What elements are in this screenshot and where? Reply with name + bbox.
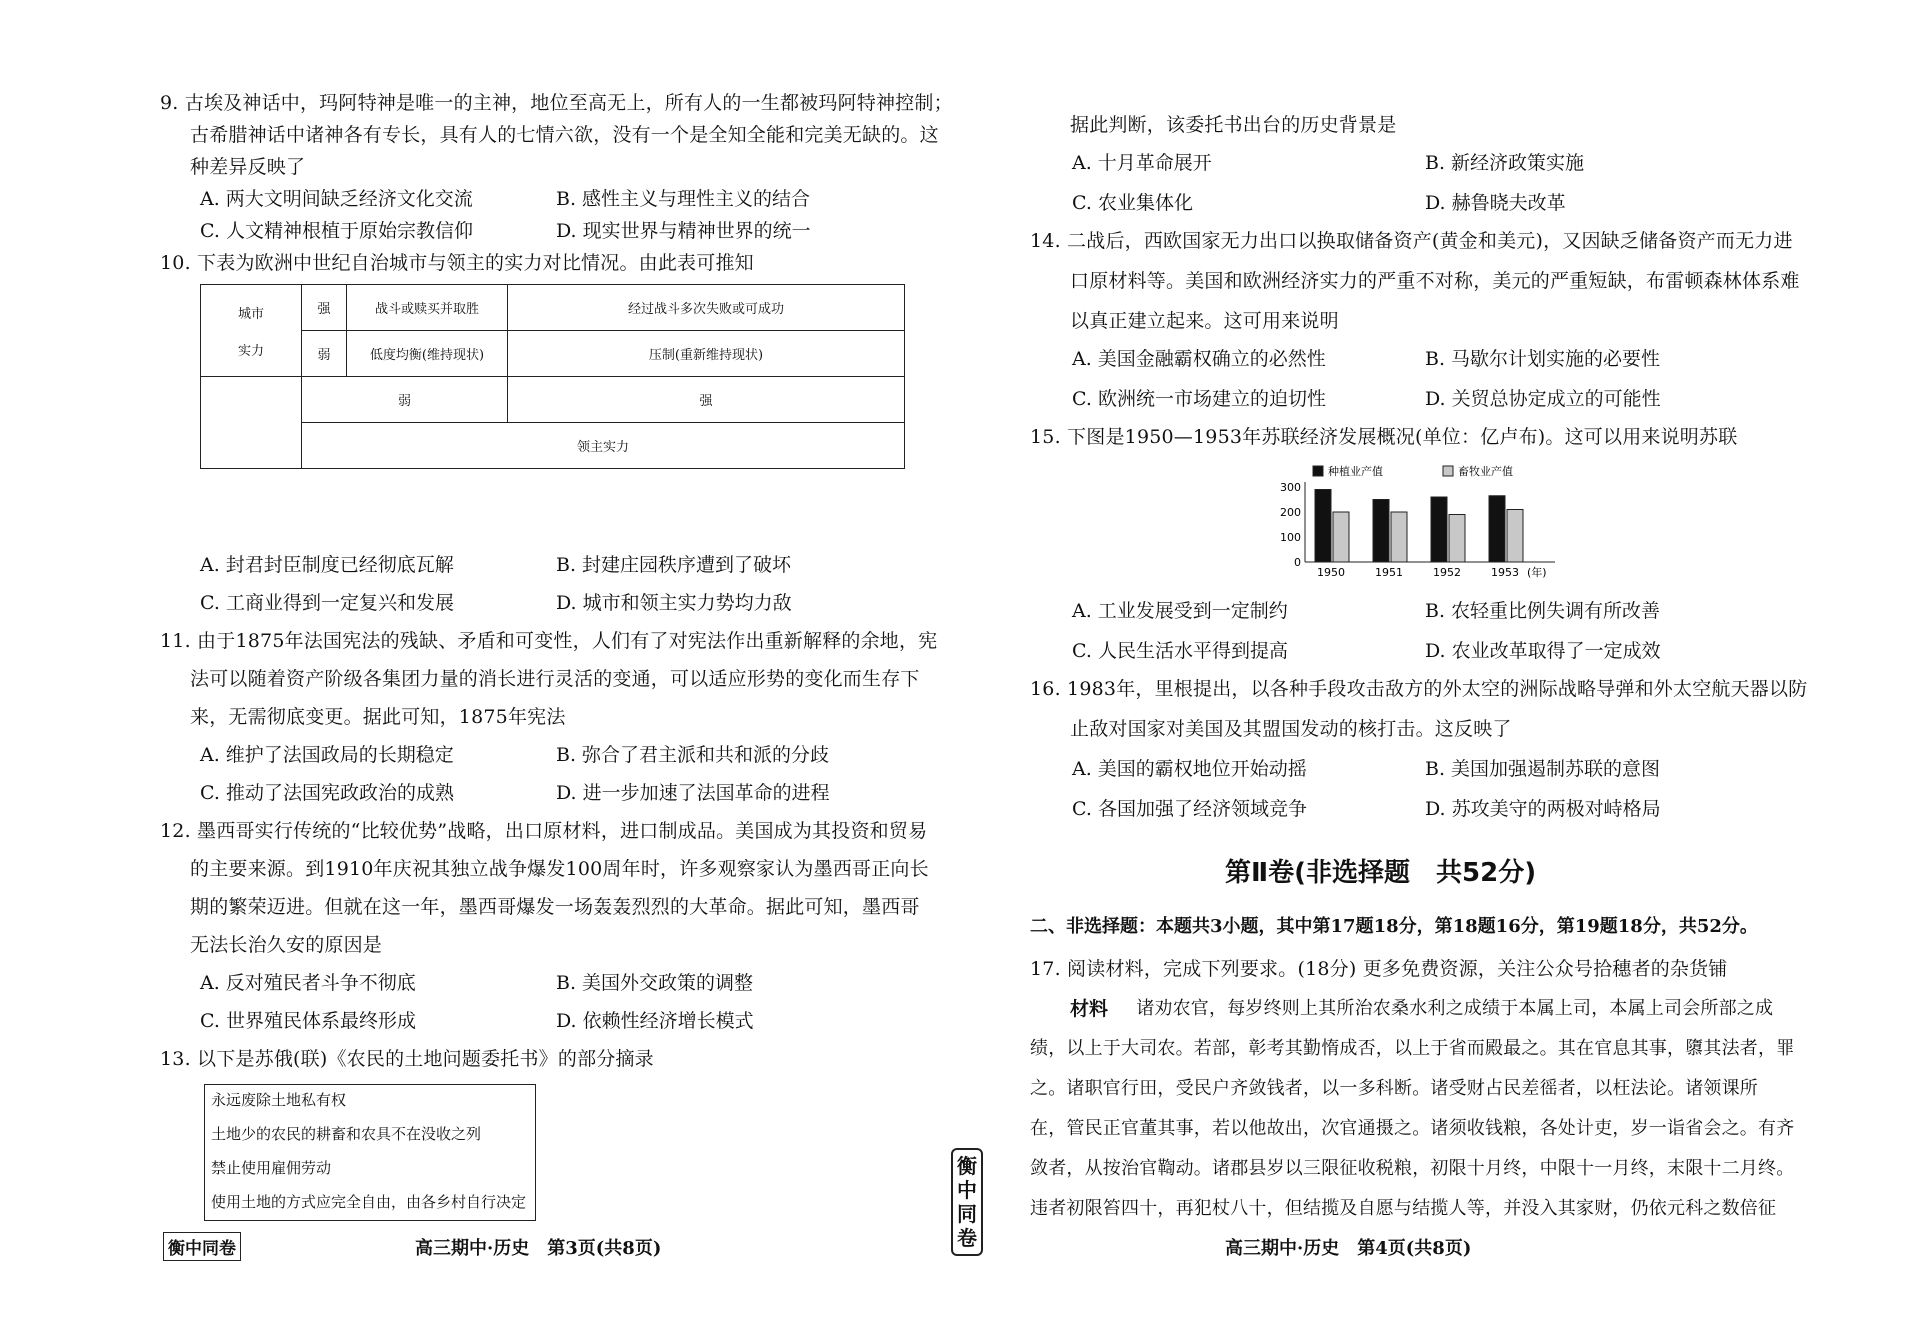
q13-excerpt-3: 禁止使用雇佣劳动 [211, 1159, 332, 1177]
q13-option-a[interactable]: A. 十月革命展开 [1072, 152, 1212, 174]
bar [1391, 512, 1407, 562]
q10-stem: 10. 下表为欧洲中世纪自治城市与领主的实力对比情况。由此表可推知 [160, 252, 754, 274]
x-tick-label: 1952 [1433, 566, 1461, 579]
q15-option-b[interactable]: B. 农轻重比例失调有所改善 [1425, 600, 1661, 622]
bar [1449, 515, 1465, 563]
q13-excerpt-2: 土地少的农民的耕畜和农具不在没收之列 [211, 1125, 482, 1143]
bar [1315, 490, 1331, 563]
vertical-stamp-char: 卷 [957, 1226, 977, 1250]
vertical-stamp-char: 同 [957, 1202, 977, 1226]
x-axis-suffix: (年) [1527, 566, 1547, 579]
q11-line-2: 法可以随着资产阶级各集团力量的消长进行灵活的变通，可以适应形势的变化而生存下 [190, 668, 920, 690]
q17-material-line-6: 违者初限笞四十，再犯杖八十，但结揽及自愿与结揽人等，并没入其家财，仍依元科之数倍征 [1030, 1198, 1777, 1219]
q14-line-3: 以真正建立起来。这可用来说明 [1070, 310, 1339, 332]
q13-stem: 13. 以下是苏俄(联)《农民的土地问题委托书》的部分摘录 [160, 1048, 654, 1070]
q11-line-1: 11. 由于1875年法国宪法的残缺、矛盾和可变性，人们有了对宪法作出重新解释的余地，宪 [160, 630, 938, 652]
bar [1373, 500, 1389, 563]
q10-weak: 弱 [302, 331, 347, 377]
q17-material-line-4: 在，管民正官董其事，若以他故出，次官通摄之。诸须收钱粮，各处计吏，岁一诣省会之。有齐 [1030, 1118, 1795, 1139]
q17-material-line-1: 诸劝农官，每岁终则上其所治农桑水利之成绩于本属上司，本属上司会所部之成 [1118, 998, 1774, 1019]
q10-lord: 领主实力 [302, 423, 905, 469]
q10-option-c[interactable]: C. 工商业得到一定复兴和发展 [200, 592, 454, 614]
vertical-stamp-char: 中 [957, 1178, 977, 1202]
q10-table [200, 284, 905, 469]
q16-option-a[interactable]: A. 美国的霸权地位开始动摇 [1072, 758, 1307, 780]
y-tick-label: 300 [1280, 481, 1301, 494]
q9-option-c[interactable]: C. 人文精神根植于原始宗教信仰 [200, 220, 473, 242]
q11-line-3: 来，无需彻底变更。据此可知，1875年宪法 [190, 706, 566, 728]
q11-option-a[interactable]: A. 维护了法国政局的长期稳定 [200, 744, 454, 766]
q16-option-d[interactable]: D. 苏攻美守的两极对峙格局 [1425, 798, 1661, 820]
bar [1489, 496, 1505, 562]
section-title: 第Ⅱ卷(非选择题 共52分) [1225, 858, 1537, 888]
q14-option-b[interactable]: B. 马歇尔计划实施的必要性 [1425, 348, 1661, 370]
q14-option-a[interactable]: A. 美国金融霸权确立的必然性 [1072, 348, 1326, 370]
stamp-logo: 衡中同卷 [163, 1232, 241, 1261]
q10-option-b[interactable]: B. 封建庄园秩序遭到了破坏 [556, 554, 792, 576]
q10-strong: 强 [302, 285, 347, 331]
q10-r1c1: 战斗或赎买并取胜 [347, 285, 508, 331]
q11-option-c[interactable]: C. 推动了法国宪政政治的成熟 [200, 782, 454, 804]
q9-option-d[interactable]: D. 现实世界与精神世界的统一 [556, 220, 811, 242]
q15-option-c[interactable]: C. 人民生活水平得到提高 [1072, 640, 1288, 662]
q9-line-1: 9. 古埃及神话中，玛阿特神是唯一的主神，地位至高无上，所有人的一生都被玛阿特神控制； [160, 92, 953, 114]
q17-stem: 17. 阅读材料，完成下列要求。(18分) 更多免费资源，关注公众号拾穗者的杂货铺 [1030, 958, 1728, 980]
q17-material-label: 材料 [1070, 998, 1109, 1020]
y-tick-label: 0 [1294, 556, 1301, 569]
q10-option-a[interactable]: A. 封君封臣制度已经彻底瓦解 [200, 554, 454, 576]
q16-line-2: 止敌对国家对美国及其盟国发动的核打击。这反映了 [1070, 718, 1512, 740]
q9-line-2: 古希腊神话中诸神各有专长，具有人的七情六欲，没有一个是全知全能和完美无缺的。这 [190, 124, 939, 146]
q9-line-3: 种差异反映了 [190, 156, 306, 178]
q10-r1c2: 经过战斗多次失败或可成功 [508, 285, 905, 331]
q13-option-d[interactable]: D. 赫鲁晓夫改革 [1425, 192, 1566, 214]
q13-excerpt-4: 使用土地的方式应完全自由，由各乡村自行决定 [211, 1193, 527, 1211]
legend-swatch [1443, 466, 1453, 476]
q12-line-2: 的主要来源。到1910年庆祝其独立战争爆发100周年时，许多观察家认为墨西哥正向长 [190, 858, 929, 880]
bar [1431, 497, 1447, 562]
q11-option-b[interactable]: B. 弥合了君主派和共和派的分歧 [556, 744, 830, 766]
q17-material-line-5: 敛者，从按治官鞫动。诸郡县岁以三限征收税粮，初限十月终，中限十一月终，末限十二月终。 [1030, 1158, 1795, 1179]
q12-line-1: 12. 墨西哥实行传统的“比较优势”战略，出口原材料，进口制成品。美国成为其投资和贸易 [160, 820, 928, 842]
vertical-stamp-char: 衡 [957, 1154, 977, 1178]
q13-option-c[interactable]: C. 农业集体化 [1072, 192, 1193, 214]
q10-lord-weak: 弱 [302, 377, 508, 423]
y-tick-label: 200 [1280, 506, 1301, 519]
legend-label: 种植业产值 [1328, 465, 1383, 478]
q10-r2c2: 压制(重新维持现状) [508, 331, 905, 377]
left-page-footer: 高三期中·历史 第3页(共8页) [415, 1238, 662, 1259]
q13-cont-stem: 据此判断，该委托书出台的历史背景是 [1070, 114, 1397, 136]
legend-label: 畜牧业产值 [1458, 465, 1513, 478]
q15-bar-chart [1265, 462, 1585, 582]
q13-option-b[interactable]: B. 新经济政策实施 [1425, 152, 1585, 174]
legend-swatch [1313, 466, 1323, 476]
q14-option-d[interactable]: D. 关贸总协定成立的可能性 [1425, 388, 1661, 410]
section-intro: 二、非选择题：本题共3小题，其中第17题18分，第18题16分，第19题18分，共52分。 [1030, 916, 1758, 937]
q16-option-b[interactable]: B. 美国加强遏制苏联的意图 [1425, 758, 1661, 780]
q10-lord-strong: 强 [508, 377, 905, 423]
y-tick-label: 100 [1280, 531, 1301, 544]
q12-option-b[interactable]: B. 美国外交政策的调整 [556, 972, 754, 994]
q13-excerpt-1: 永远废除土地私有权 [211, 1091, 347, 1109]
q15-option-a[interactable]: A. 工业发展受到一定制约 [1072, 600, 1288, 622]
q15-option-d[interactable]: D. 农业改革取得了一定成效 [1425, 640, 1661, 662]
x-tick-label: 1950 [1317, 566, 1345, 579]
q16-line-1: 16. 1983年，里根提出，以各种手段攻击敌方的外太空的洲际战略导弹和外太空航天器以防 [1030, 678, 1808, 700]
q13-excerpt-box [204, 1084, 536, 1221]
q9-option-b[interactable]: B. 感性主义与理性主义的结合 [556, 188, 811, 210]
q10-option-d[interactable]: D. 城市和领主实力势均力敌 [556, 592, 792, 614]
q12-line-4: 无法长治久安的原因是 [190, 934, 383, 956]
vertical-stamp [951, 1148, 983, 1256]
q10-r2c1: 低度均衡(维持现状) [347, 331, 508, 377]
q12-option-d[interactable]: D. 依赖性经济增长模式 [556, 1010, 754, 1032]
x-tick-label: 1951 [1375, 566, 1403, 579]
q12-option-a[interactable]: A. 反对殖民者斗争不彻底 [200, 972, 416, 994]
q12-option-c[interactable]: C. 世界殖民体系最终形成 [200, 1010, 416, 1032]
q9-option-a[interactable]: A. 两大文明间缺乏经济文化交流 [200, 188, 473, 210]
q14-line-1: 14. 二战后，西欧国家无力出口以换取储备资产(黄金和美元)，又因缺乏储备资产而无力进 [1030, 230, 1793, 252]
q14-option-c[interactable]: C. 欧洲统一市场建立的迫切性 [1072, 388, 1326, 410]
q14-line-2: 口原材料等。美国和欧洲经济实力的严重不对称，美元的严重短缺，布雷顿森林体系难 [1070, 270, 1800, 292]
x-tick-label: 1953 [1491, 566, 1519, 579]
q11-option-d[interactable]: D. 进一步加速了法国革命的进程 [556, 782, 830, 804]
q17-material-line-2: 绩，以上于大司农。若部，彰考其勤惰成否，以上于省而殿最之。其在官息其事，隳其法者，罪 [1030, 1038, 1795, 1059]
q15-stem: 15. 下图是1950—1953年苏联经济发展概况(单位：亿卢布)。这可以用来说明苏联 [1030, 426, 1738, 448]
q17-material-line-3: 之。诸职官行田，受民户齐敛钱者，以一多科断。诸受财占民差徭者，以枉法论。诸领课所 [1030, 1078, 1758, 1099]
q12-line-3: 期的繁荣迈进。但就在这一年，墨西哥爆发一场轰轰烈烈的大革命。据此可知，墨西哥 [190, 896, 920, 918]
right-page-footer: 高三期中·历史 第4页(共8页) [1225, 1238, 1472, 1259]
q16-option-c[interactable]: C. 各国加强了经济领域竞争 [1072, 798, 1307, 820]
q10-city: 城市 [237, 306, 264, 322]
bar [1507, 510, 1523, 563]
q10-strength: 实力 [237, 343, 264, 359]
bar [1333, 512, 1349, 562]
